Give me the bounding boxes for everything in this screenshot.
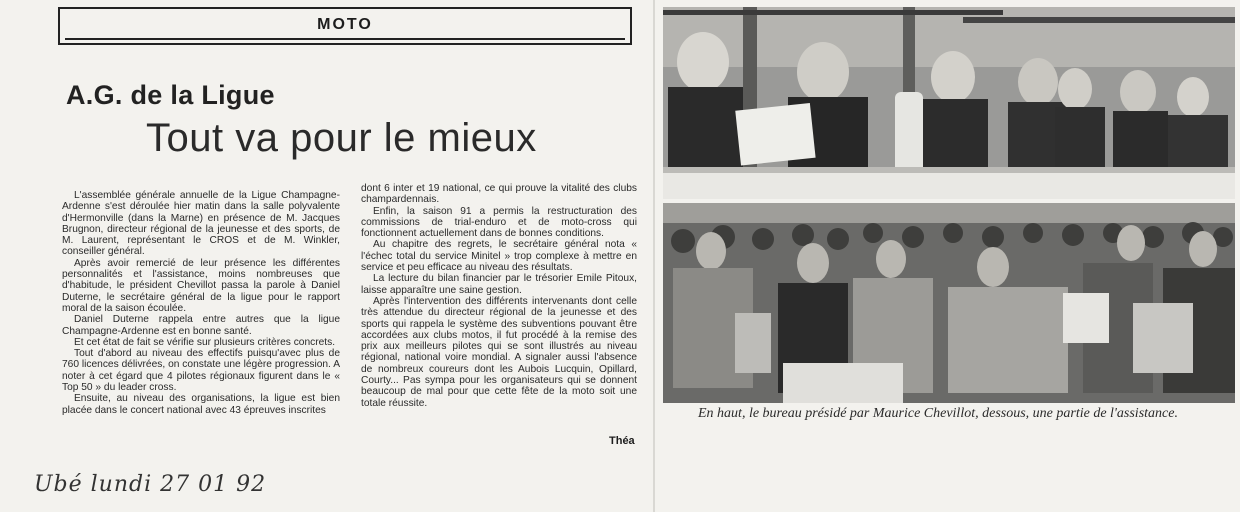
paragraph: La lecture du bilan financier par le trésorier Emile Pitoux, laisse apparaître une saine gestion. (361, 273, 637, 296)
paragraph: Tout d'abord au niveau des effectifs puisqu'avec plus de 760 licences délivrées, on constate une légère progression. A noter à cet égard que 4 pilotes régionaux figurent dans le « Top 50 » du leader cross. (62, 348, 340, 394)
article-headline: Tout va pour le mieux (146, 116, 537, 160)
author-signature: Théa (609, 435, 635, 447)
paragraph: Ensuite, au niveau des organisations, la ligue est bien placée dans le concert national avec 43 épreuves inscrites (62, 393, 340, 416)
page-fold (653, 0, 655, 512)
paragraph: L'assemblée générale annuelle de la Ligue Champagne-Ardenne s'est déroulée hier matin dans la salle polyvalente d'Hermonville (dans la Marne) en présence de M. Jacques Brugnon, directeur régional de la jeunesse et des sports, de M. Laurent, représentant le CROS et de M. Winkler, conseiller général. (62, 190, 340, 258)
paragraph: Après l'intervention des différents intervenants dont celle très attendue du directeur régional de la jeunesse et des sports qui rappela le système des subventions pouvant être accordées aux clubs motos, il fut procédé à la remise des prix aux meilleurs pilotes qui se sont illustrés au niveau régional, national voire mondial. A signaler aussi l'absence de nombreux coureurs dont les Aubois Lucquin, Opillard, Courty... Pas sympa pour les organisateurs qui se donnent beaucoup de mal pour que cette fête de la moto soit une totale réussite. (361, 295, 637, 409)
section-rubric (58, 7, 632, 45)
paragraph: Après avoir remercié de leur présence les différentes personnalités et l'assistance, moins nombreuses que d'habitude, le président Chevillot passa la parole à Daniel Duterne, le secrétaire général de la ligue pour le rapport moral de la saison écoulée. (62, 257, 340, 314)
article-kicker: A.G. de la Ligue (66, 80, 275, 110)
photo-board-table (663, 7, 1235, 199)
paragraph: Et cet état de fait se vérifie sur plusieurs critères concrets. (74, 336, 336, 348)
photo-caption: En haut, le bureau présidé par Maurice Chevillot, dessous, une partie de l'assistance. (698, 406, 1178, 421)
paragraph: Au chapitre des regrets, le secrétaire général nota « l'échec total du service Minitel » trop complexe à mettre en service et peu efficace au niveau des résultats. (361, 239, 637, 274)
paragraph: Daniel Duterne rappela entre autres que la ligue Champagne-Ardenne est en bonne santé. (62, 314, 340, 337)
handwritten-annotation: Ubé lundi 27 01 92 (34, 472, 267, 497)
photo-audience (663, 203, 1235, 403)
paragraph: dont 6 inter et 19 national, ce qui prouve la vitalité des clubs champardennais. (361, 183, 637, 206)
paragraph: Enfin, la saison 91 a permis la restructuration des commissions de trial-enduro et de moto-cross qui fonctionnent actuellement dans de bonnes conditions. (361, 205, 637, 240)
rubric-label: MOTO (65, 12, 625, 40)
article-column-2 (361, 183, 637, 409)
article-column-1 (62, 190, 340, 416)
